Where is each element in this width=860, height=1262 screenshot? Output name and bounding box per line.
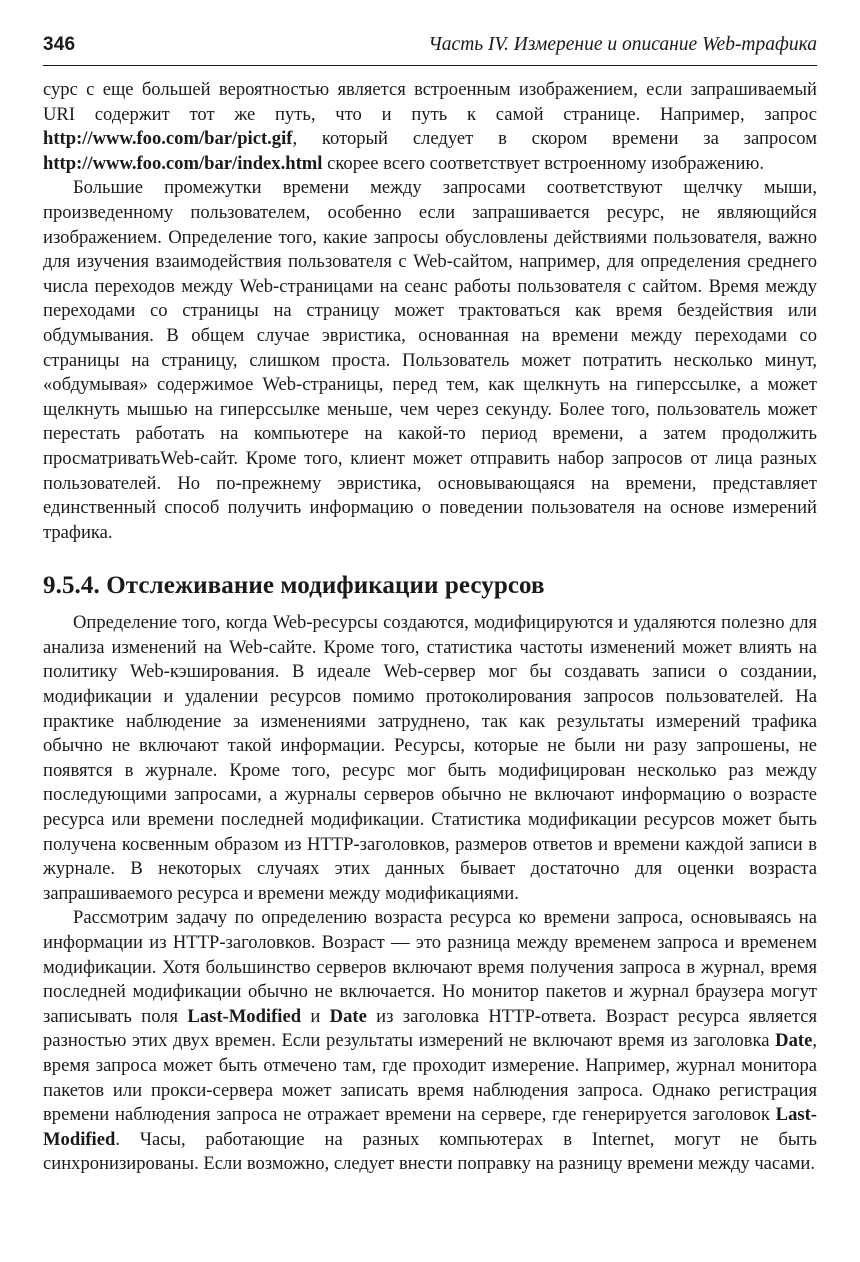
text-run: . Часы, работающие на разных компьютерах в Internet, могут не быть синхронизированы. Если возможно, следует внести поправку на разницу времени между часами.	[43, 1128, 817, 1175]
bold-term: Date	[329, 1005, 367, 1027]
bold-term: Date	[775, 1030, 813, 1052]
book-page	[43, 34, 817, 1177]
page-number: 346	[43, 34, 76, 55]
section-heading: 9.5.4. Отслеживание модификации ресурсов	[43, 572, 545, 600]
text-run: Большие промежутки времени между запросами соответствуют щелчку мыши, произведенному пользователем, особенно если запрашивается ресурс, не являющийся изображением. Определение того, какие запросы обусловлены действиями пользователя, важно для изучения взаимодействия пользователя с Web-сайтом, например, для определения среднего числа переходов между Web-страницами на сеанс работы пользователя с сайтом. Время между переходами со страницы на страницу может трактоваться как время бездействия или обдумывания. В общем случае эвристика, основанная на времени между переходами со страницы на страницу, слишком проста. Пользователь может потратить несколько минут, «обдумывая» содержимое Web-страницы, перед тем, как щелкнуть на гиперссылке, а может щелкнуть мышью на гиперссылке меньше, чем через секунду. Более того, пользователь может перестать работать на компьютере на какой-то период времени, а затем продолжить просматриватьWeb-сайт. Кроме того, клиент может отправить набор запросов от лица разных пользователей. Но по-прежнему эвристика, основывающаяся на времени, представляет единственный способ получить информацию о поведении пользователя на основе измерений трафика.	[43, 177, 817, 543]
running-head	[43, 34, 817, 66]
text-run: , который следует в скором времени за запросом	[292, 128, 817, 150]
paragraph	[43, 78, 817, 176]
text-run: сурс с еще большей вероятностью является встроенным изображением, если запрашиваемый URI содержит тот же путь, что и путь к самой странице. Например, запрос	[43, 79, 817, 125]
paragraphs-after-section	[43, 611, 817, 1177]
body-text	[43, 78, 817, 1177]
paragraph	[43, 906, 817, 1177]
text-run: из заголовка HTTP-ответа. Возраст ресурса является разностью этих двух времен. Если результаты измерений не включают время из заголовка	[43, 1005, 817, 1052]
running-title: Часть IV. Измерение и описание Web-трафика	[428, 34, 817, 55]
text-run: , время запроса может быть отмечено там, где проходит измерение. Например, журнал монитора пакетов или прокси-сервера может записать время наблюдения запроса. Однако регистрация времени наблюдения запроса не отражает времени на сервере, где генерируется заголовок	[43, 1030, 817, 1126]
bold-term: http://www.foo.com/bar/pict.gif	[43, 128, 293, 150]
bold-term: Last-Modified	[187, 1005, 302, 1027]
paragraph	[43, 611, 817, 906]
bold-term: Last-Modified	[43, 1104, 817, 1150]
bold-term: http://www.foo.com/bar/index.html	[43, 152, 323, 174]
text-run: и	[301, 1005, 330, 1027]
text-run: скорее всего соответствует встроенному изображению.	[322, 152, 764, 174]
paragraphs-before-section	[43, 78, 817, 545]
text-run: Определение того, когда Web-ресурсы создаются, модифицируются и удаляются полезно для анализа изменений на Web-сайте. Кроме того, статистика частоты изменений может влиять на политику Web-кэширования. В идеале Web-сервер мог бы создавать записи о создании, модификации и удалении ресурсов помимо протоколирования запросов пользователей. На практике наблюдение за изменениями затруднено, так как результаты измерений трафика обычно не включают такой информации. Ресурсы, которые не были ни разу запрошены, не появятся в журнале. Кроме того, ресурс мог быть модифицирован несколько раз между последующими запросами, а журналы серверов обычно не включают информацию о возрасте ресурса или времени последней модификации. Статистика модификации ресурсов может быть получена косвенным образом из HTTP-заголовков, размеров ответов и времени каждой записи в журнале. В некоторых случаях этих данных бывает достаточно для оценки возраста запрашиваемого ресурса и времени между модификациями.	[43, 612, 817, 904]
paragraph	[43, 176, 817, 545]
text-run: Рассмотрим задачу по определению возраста ресурса ко времени запроса, основываясь на информации из HTTP-заголовков. Возраст — это разница между временем запроса и временем модификации. Хотя большинство серверов включают время получения запроса в журнал, время последней модификации обычно не включается. Но монитор пакетов и журнал браузера могут записывать поля	[43, 907, 817, 1027]
